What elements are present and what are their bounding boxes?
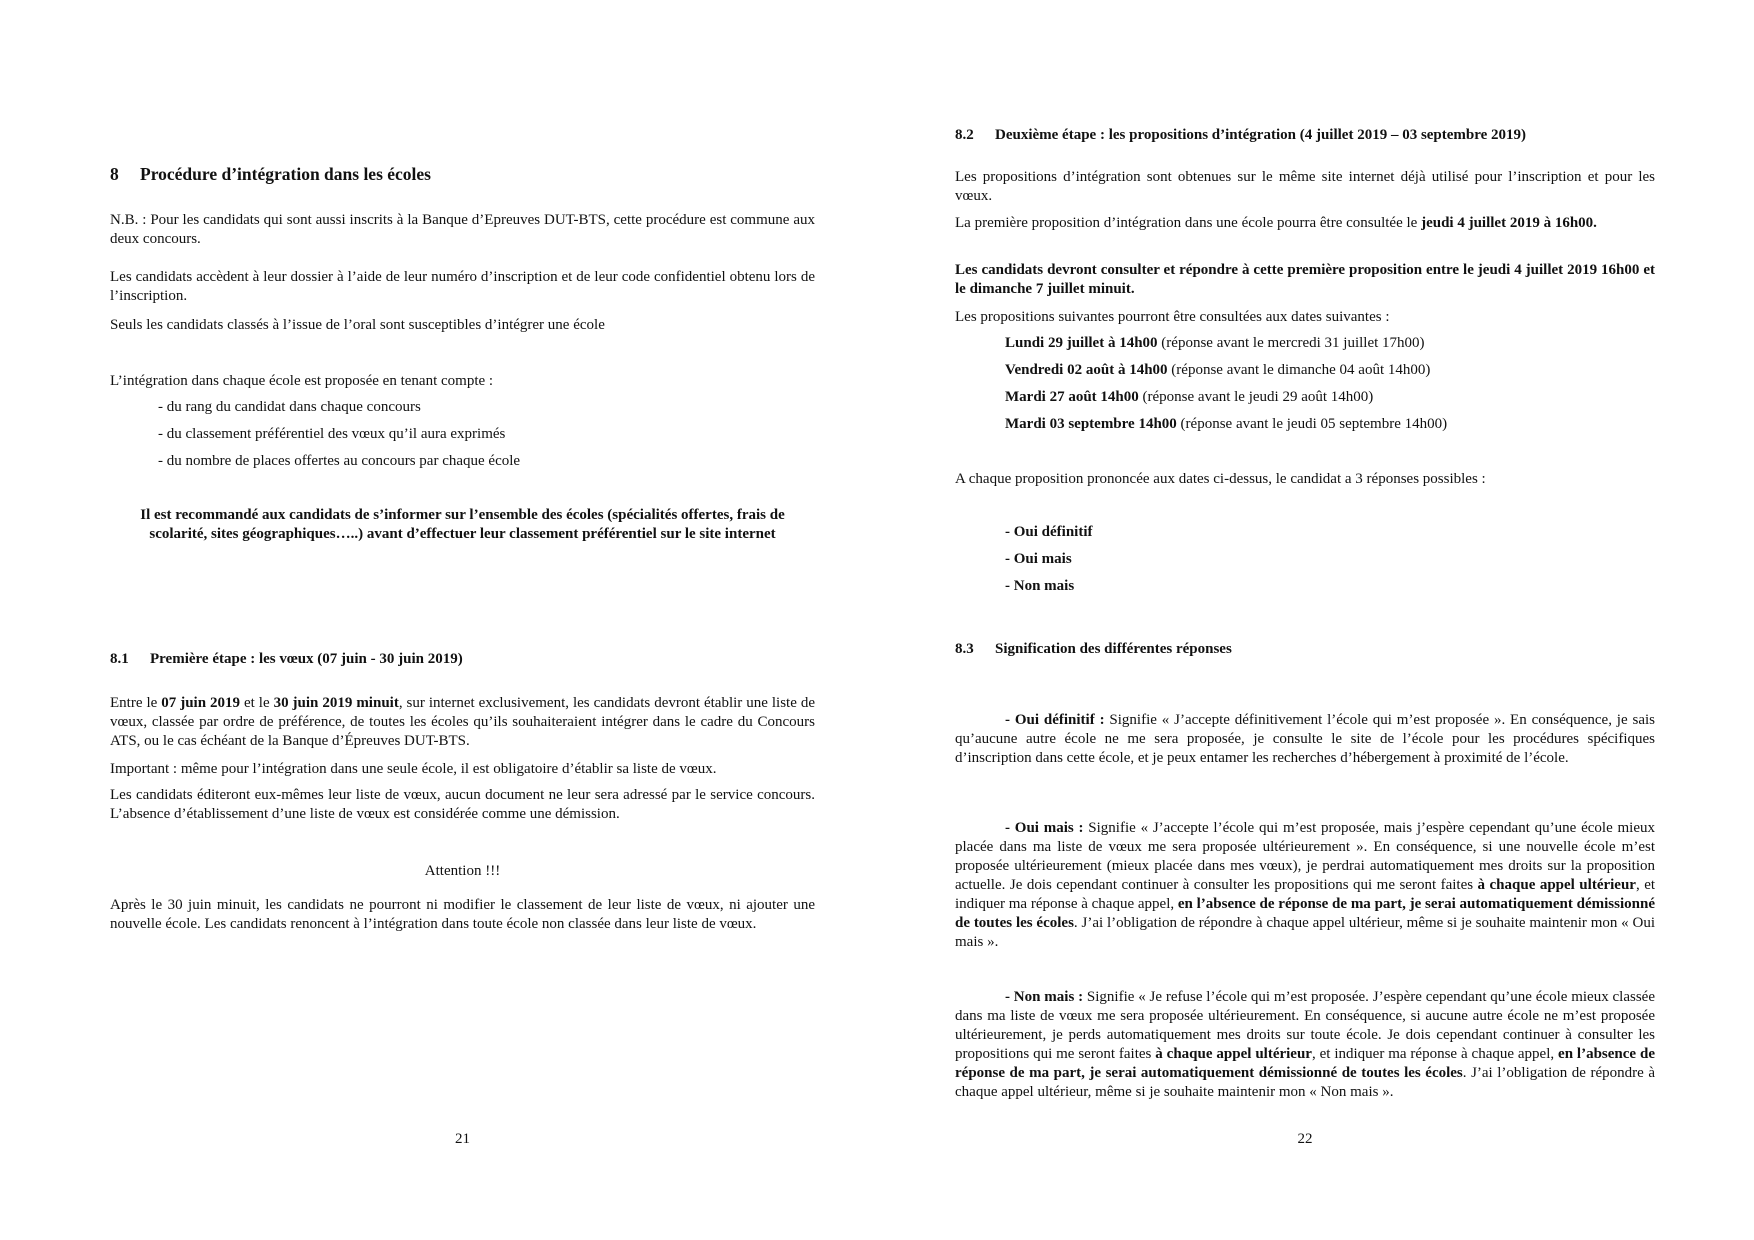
date-end: 30 juin 2019 minuit [273,695,399,711]
oui-definitif-label: - Oui définitif : [1005,712,1105,728]
page-left [110,0,815,1240]
response-item: - Oui définitif [1005,524,1093,540]
section-83-number: 8.3 [955,641,974,657]
integration-intro: L’intégration dans chaque école est proposée en tenant compte : [110,373,494,389]
criteria-list [158,398,520,479]
non-mais-label: - Non mais : [1005,989,1084,1005]
section-8-number: 8 [110,164,119,184]
date-item: Mardi 03 septembre 14h00 (réponse avant le jeudi 05 septembre 14h00) [1005,416,1448,432]
date-item: Vendredi 02 août à 14h00 (réponse avant le dimanche 04 août 14h00) [1005,362,1431,378]
section-81-title: Première étape : les vœux (07 juin - 30 juin 2019) [150,651,463,667]
section-8-heading [110,165,815,184]
response-item: - Non mais [1005,578,1075,594]
response-item: - Oui mais [1005,551,1072,567]
attention-label: Attention !!! [424,863,501,879]
non-mais-paragraph: - Non mais : Signifie « Je refuse l’école qui m’est proposée. J’espère cependant qu’une école mieux classée dans ma liste de vœux me sera proposée ultérieurement. En conséquence, si aucune autre école ne m’est proposée ultérieurement, je perds automatiquement mes droits sur toute école. Je dois cependant continuer à consulter les propositions qui me seront faites à chaque appel ultérieur, et indiquer ma réponse à chaque appel, en l’absence de réponse de ma part, je serai automatiquement démissionné de toutes les écoles. J’ai l’obligation de répondre à chaque appel ultérieur, même si je souhaite maintenir mon « Non mais ». [955,989,1655,1100]
dates-list [1005,334,1447,442]
section-82-heading [955,126,1655,145]
propositions-paragraph: Les propositions d’intégration sont obtenues sur le même site internet déjà utilisé pour l’inscription et pour les vœux. [955,169,1655,204]
access-paragraph: Les candidats accèdent à leur dossier à l’aide de leur numéro d’inscription et de leur code confidentiel obtenu lors de l’inscription. [110,269,815,304]
apres-paragraph: Après le 30 juin minuit, les candidats ne pourront ni modifier le classement de leur liste de vœux, ni ajouter une nouvelle école. Les candidats renoncent à l’intégration dans toute école non classée dans leur liste de vœux. [110,897,815,932]
page-right [955,0,1655,1240]
section-82-title: Deuxième étape : les propositions d’intégration (4 juillet 2019 – 03 septembre 2019) [995,127,1527,143]
section-83-title: Signification des différentes réponses [995,641,1232,657]
section-81-heading [110,650,815,669]
section-8-title: Procédure d’intégration dans les écoles [140,164,431,184]
responses-list [1005,523,1093,604]
editeront-paragraph: Les candidats éditeront eux-mêmes leur liste de vœux, aucun document ne leur sera adressé par le service concours. L’absence d’établissement d’une liste de vœux est considérée comme une démission. [110,787,815,822]
nb-paragraph: N.B. : Pour les candidats qui sont aussi inscrits à la Banque d’Epreuves DUT-BTS, cette procédure est commune aux deux concours. [110,212,815,247]
date-item: Mardi 27 août 14h00 (réponse avant le jeudi 29 août 14h00) [1005,389,1374,405]
section-83-heading [955,640,1655,659]
criteria-item: - du rang du candidat dans chaque concours [158,399,421,415]
section-81-number: 8.1 [110,651,129,667]
page-number-right: 22 [1297,1131,1313,1147]
following-dates-intro: Les propositions suivantes pourront être consultées aux dates suivantes : [955,309,1390,325]
responses-intro: A chaque proposition prononcée aux dates ci-dessus, le candidat a 3 réponses possibles : [955,471,1486,487]
important-paragraph: Important : même pour l’intégration dans une seule école, il est obligatoire d’établir sa liste de vœux. [110,761,717,777]
page-number-left: 21 [455,1131,470,1147]
respond-notice: Les candidats devront consulter et répondre à cette première proposition entre le jeudi 4 juillet 2019 16h00 et le dimanche 7 juillet minuit. [955,262,1655,297]
seuls-paragraph: Seuls les candidats classés à l’issue de l’oral sont susceptibles d’intégrer une école [110,317,605,333]
criteria-item: - du classement préférentiel des vœux qu’il aura exprimés [158,426,506,442]
first-proposition-paragraph: La première proposition d’intégration dans une école pourra être consultée le jeudi 4 juillet 2019 à 16h00. [955,215,1597,231]
section-82-number: 8.2 [955,127,974,143]
recommendation-note: Il est recommandé aux candidats de s’informer sur l’ensemble des écoles (spécialités offertes, frais de scolarité, sites géographiques…..) avant d’effectuer leur classement préférentiel sur le site internet [140,507,785,542]
voeux-paragraph: Entre le 07 juin 2019 et le 30 juin 2019 minuit, sur internet exclusivement, les candidats devront établir une liste de vœux, classée par ordre de préférence, de toutes les écoles qu’ils souhaiteraient intégrer dans le cadre du Concours ATS, ou le cas échéant de la Banque d’Épreuves DUT-BTS. [110,695,815,749]
oui-definitif-paragraph: - Oui définitif : Signifie « J’accepte définitivement l’école qui m’est proposée ». En conséquence, je sais qu’aucune autre école ne me sera proposée, je consulte le site de l’école pour les procédures spécifiques d’inscription dans cette école, et je peux entamer les recherches d’hébergement à proximité de l’école. [955,712,1655,766]
date-item: Lundi 29 juillet à 14h00 (réponse avant le mercredi 31 juillet 17h00) [1005,335,1425,351]
oui-mais-label: - Oui mais : [1005,820,1084,836]
date-start: 07 juin 2019 [161,695,241,711]
first-proposition-date: jeudi 4 juillet 2019 à 16h00. [1421,215,1597,231]
oui-mais-paragraph: - Oui mais : Signifie « J’accepte l’école qui m’est proposée, mais j’espère cependant qu’une école mieux placée dans ma liste de vœux me sera proposée ultérieurement ». En conséquence, si une nouvelle école m’est proposée ultérieurement (mieux placée dans mes vœux), je perdrai automatiquement mes droits sur la proposition actuelle. Je dois cependant continuer à consulter les propositions qui me seront faites à chaque appel ultérieur, et indiquer ma réponse à chaque appel, en l’absence de réponse de ma part, je serai automatiquement démissionné de toutes les écoles. J’ai l’obligation de répondre à chaque appel ultérieur, même si je souhaite maintenir mon « Oui mais ». [955,820,1656,950]
criteria-item: - du nombre de places offertes au concours par chaque école [158,453,521,469]
